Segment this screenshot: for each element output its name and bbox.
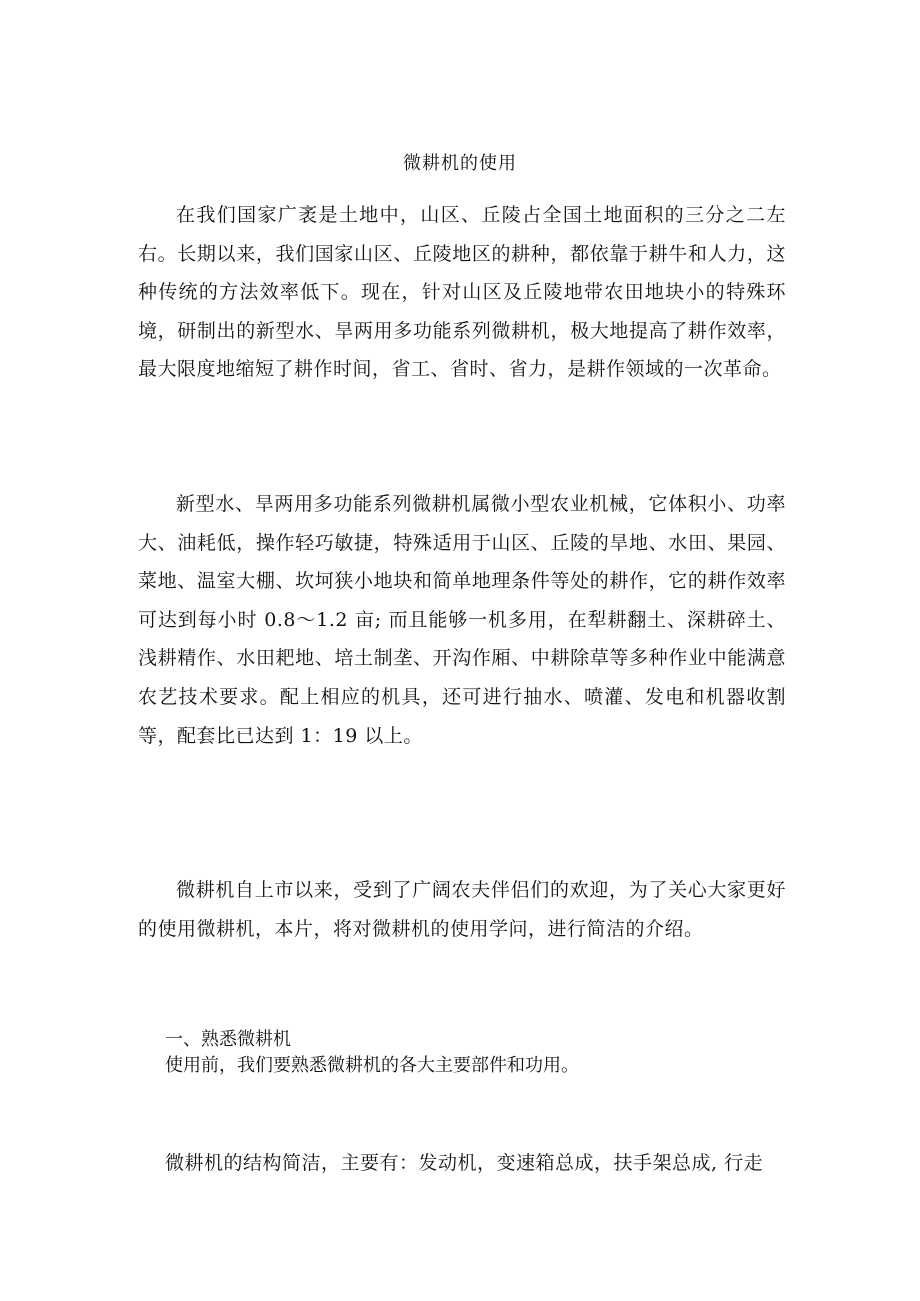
paragraph-intro: 在我们国家广袤是土地中，山区、丘陵占全国土地面积的三分之二左右。长期以来，我们国家山区、丘陵地区的耕种，都依靠于耕牛和人力，这种传统的方法效率低下。现在，针对山区及丘陵地带农田地块小的特殊环境，研制出的新型水、旱两用多功能系列微耕机，极大地提高了耕作效率，最大限度地缩短了耕作时间，省工、省时、省力，是耕作领域的一次革命。 <box>138 204 786 381</box>
document-title: 微耕机的使用 <box>403 153 517 174</box>
section-intro: 使用前，我们要熟悉微耕机的各大主要部件和功用。 <box>165 1055 579 1076</box>
paragraph-features: 新型水、旱两用多功能系列微耕机属微小型农业机械，它体积小、功率大、油耗低，操作轻巧敏捷，特殊适用于山区、丘陵的旱地、水田、果园、菜地、温室大棚、坎坷狭小地块和简单地理条件等处的耕作，它的耕作效率可达到每小时 0.8～1.2 亩; 而且能够一机多用，在犁耕翻土、深耕碎土、浅耕精作、水田耙地、培土制垄、开沟作厢、中耕除草等多种作业中能满意农艺技术要求。配上相应的机具，还可进行抽水、喷灌、发电和机器收割等，配套比已达到 1：19 以上。 <box>138 493 786 747</box>
paragraph-purpose: 微耕机自上市以来，受到了广阔农夫伴侣们的欢迎，为了关心大家更好的使用微耕机，本片，将对微耕机的使用学问，进行简洁的介绍。 <box>138 879 786 940</box>
paragraph-structure: 微耕机的结构简洁，主要有：发动机，变速箱总成，扶手架总成, 行走 <box>165 1152 764 1174</box>
section-heading: 一、熟悉微耕机 <box>165 1029 291 1050</box>
